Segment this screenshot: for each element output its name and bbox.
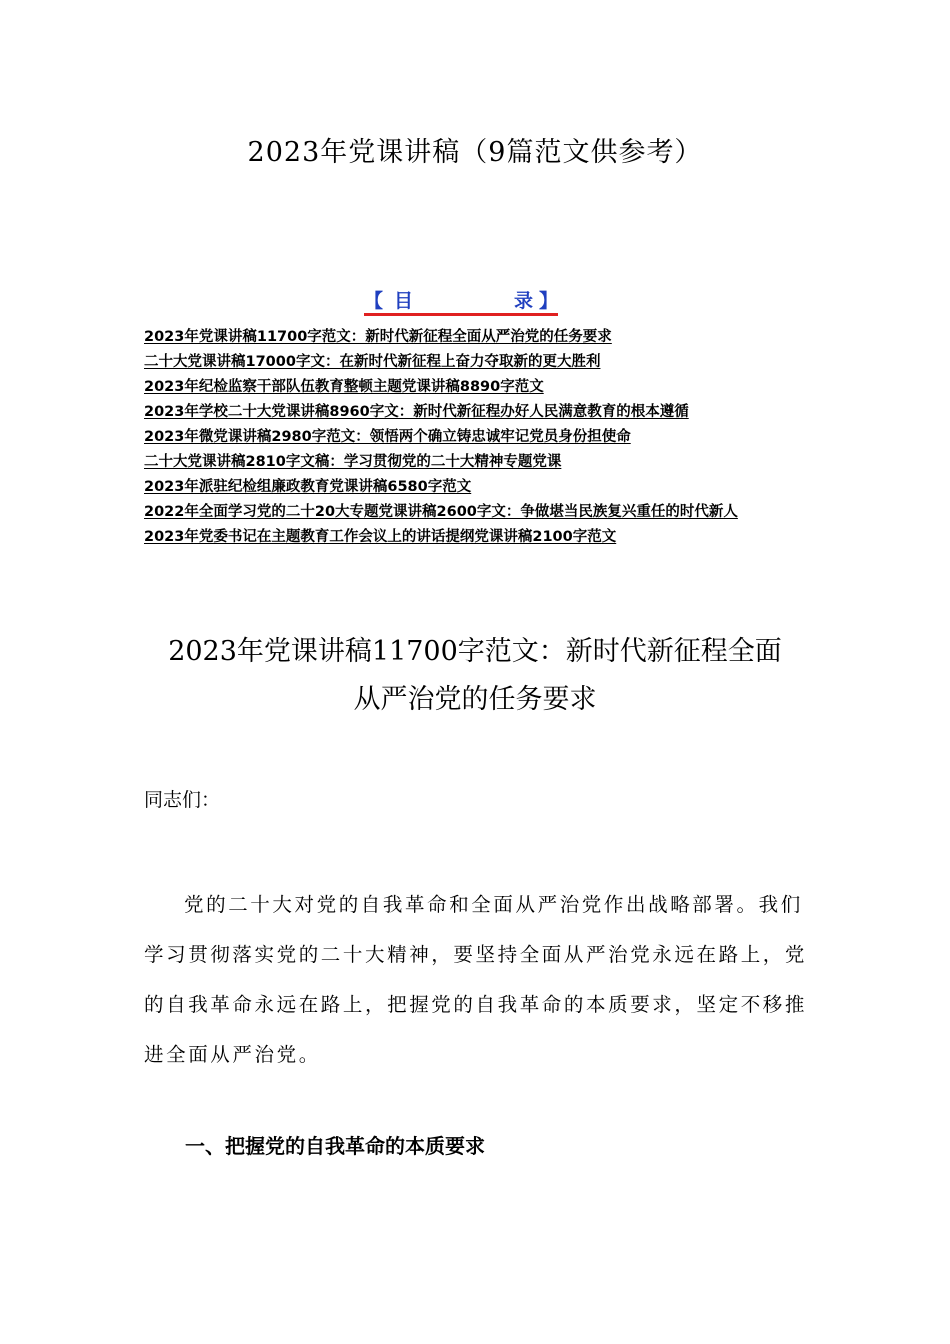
- document-title: 2023年党课讲稿（9篇范文供参考）: [247, 137, 703, 168]
- salutation: 同志们：: [144, 789, 221, 811]
- article-title: [144, 628, 806, 724]
- toc-item: [144, 500, 814, 525]
- toc-list: [144, 325, 814, 550]
- toc-link-4[interactable]: 2023年学校二十大党课讲稿8960字文：新时代新征程办好人民满意教育的根本遵循: [144, 404, 689, 420]
- toc-item: [144, 325, 814, 350]
- toc-item: [144, 425, 814, 450]
- toc-heading-bracket-right: 】: [538, 290, 558, 312]
- toc-link-7[interactable]: 2023年派驻纪检组廉政教育党课讲稿6580字范文: [144, 479, 472, 495]
- toc-heading-char-1: 目: [394, 290, 414, 312]
- toc-link-5[interactable]: 2023年微党课讲稿2980字范文：领悟两个确立铸忠诚牢记党员身份担使命: [144, 429, 631, 445]
- toc-heading: [364, 287, 558, 315]
- article-title-line-1: 2023年党课讲稿11700字范文：新时代新征程全面: [168, 636, 782, 667]
- toc-link-3[interactable]: 2023年纪检监察干部队伍教育整顿主题党课讲稿8890字范文: [144, 379, 544, 395]
- toc-heading-bracket-left: 【: [364, 290, 384, 312]
- toc-link-8[interactable]: 2022年全面学习党的二十20大专题党课讲稿2600字文：争做堪当民族复兴重任的时代新人: [144, 504, 738, 520]
- toc-link-2[interactable]: 二十大党课讲稿17000字文：在新时代新征程上奋力夺取新的更大胜利: [144, 354, 601, 370]
- toc-item: [144, 525, 814, 550]
- toc-item: [144, 350, 814, 375]
- article-title-line-2: 从严治党的任务要求: [353, 684, 597, 715]
- toc-item: [144, 375, 814, 400]
- toc-item: [144, 475, 814, 500]
- toc-heading-underline: [364, 313, 558, 316]
- toc-link-6[interactable]: 二十大党课讲稿2810字文稿：学习贯彻党的二十大精神专题党课: [144, 454, 562, 470]
- toc-link-1[interactable]: 2023年党课讲稿11700字范文：新时代新征程全面从严治党的任务要求: [144, 329, 612, 345]
- body-paragraph: 党的二十大对党的自我革命和全面从严治党作出战略部署。我们学习贯彻落实党的二十大精神，要坚持全面从严治党永远在路上，党的自我革命永远在路上，把握党的自我革命的本质要求，坚定不移推进全面从严治党。: [144, 893, 808, 1066]
- section-heading: 一、把握党的自我革命的本质要求: [185, 1134, 485, 1158]
- toc-link-9[interactable]: 2023年党委书记在主题教育工作会议上的讲话提纲党课讲稿2100字范文: [144, 529, 617, 545]
- toc-item: [144, 450, 814, 475]
- toc-item: [144, 400, 814, 425]
- toc-heading-char-2: 录: [514, 290, 534, 312]
